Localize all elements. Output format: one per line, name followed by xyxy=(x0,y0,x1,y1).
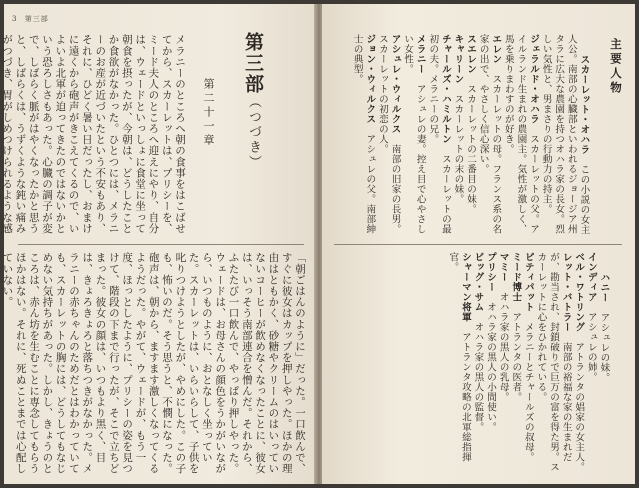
right-page xyxy=(322,4,635,484)
character-desc: アトランタの医者。 xyxy=(510,312,522,402)
character-name: プリシー xyxy=(485,252,497,292)
character-name: アシュレ・ウィルクス xyxy=(389,34,401,134)
character-entry xyxy=(586,252,597,382)
body-text-upper: メラニーのところへ朝の食事をはこばせてから、スカーレットは、プリシーを、ミード夫人のところへ迎えにやり、自分は、ウェードといっしょに食堂に坐って朝食を摂ったが、今朝は、どうしたことか食欲がなかった。ひとつには、メラニーのお産が近づいたという不安もあり、それに、ひどく暑い日だったし、おまけに遠くから砲声がきこえてくるので、いよいよ北軍が迫ってきたのではないかという恐ろしさもあった。心臓の調子が変で、しばらく脈がはやくなったかと思うと、しばらくは、うずくような鈍い痛みがつづき、胃がしめつけられるような感 xyxy=(1,34,186,234)
character-list-lower xyxy=(332,252,622,474)
character-name: インディア xyxy=(585,252,597,302)
character-entry xyxy=(503,34,539,234)
section-divider xyxy=(334,244,622,245)
character-name: ベル・ワトリング xyxy=(573,252,585,332)
character-entry xyxy=(598,273,609,383)
character-desc: アシュレの妻。控え目で心やさしい女性。 xyxy=(402,34,426,234)
body-text-lower: 「朝ごはんのように」だった。一口飲んで、すぐに彼女はカップを押しやった。ほかの理由はともかく、砂糖やクリームのはいっていないコーヒーが飲めなくなったことに、彼女は、いっそう南部連合を憎んだ。それから、ふたたび一口飲んで、やっぱり押しやった。ウェードは、お母さんの顔色をうかがいながら、いつものように、おとなしく坐っていた。スカーレットは、いらいらして、子供を叱りつけようとしたが、やめにした。この子も、怖いのだ。そう思うと、不憫になった。砲声は、朝から、ますます激しくなってくるようだった。やがて、ウェードが、もう一度、ほっとしたように、プリシーの姿を見つけて、階段の下まで行ったが、そこで立ちどまった。彼女の顔は、いつもより黒く、目は、きょろきょろと落ちつきがなかった。メラニーの赤ちゃんのためだとはわかっていても、スカーレットの胸には、どうしてもなじめない気持ちがあった。しかし、きょうのところは、赤ん坊を生むことに専念してもらうほかはない。それに、死ぬことまでは心配していない。 xyxy=(1,252,306,474)
character-desc: オハラ家の黒人の乳母。 xyxy=(497,292,509,402)
character-name: エレン xyxy=(490,34,502,64)
left-page xyxy=(1,4,316,484)
character-entry xyxy=(523,252,534,462)
page-number: 3 xyxy=(12,15,18,23)
character-entry xyxy=(377,34,401,234)
character-desc: 南部の旧家の長男。スカーレットの初恋の人。 xyxy=(376,34,401,234)
character-list-upper xyxy=(332,34,602,240)
character-desc: アシュレの姉。 xyxy=(585,312,597,382)
character-name: レット・バトラー xyxy=(560,252,572,332)
characters-heading: 主要人物 xyxy=(609,38,623,96)
character-entry xyxy=(535,252,571,472)
character-entry xyxy=(352,34,376,234)
character-desc: オハラ家の黒人の小間使い。 xyxy=(485,302,497,432)
character-entry xyxy=(510,252,521,402)
character-desc: アトランタ攻略の北軍総指揮官。 xyxy=(447,252,471,462)
running-head-title: 第三部 xyxy=(24,15,49,23)
character-entry xyxy=(427,34,451,234)
chapter-title: 第二十一章 xyxy=(202,78,215,148)
character-desc: スカーレットの父。アイルランド生まれの農園主。気性が激しく、馬を乗りまわすのが好き。 xyxy=(502,34,540,234)
part-title xyxy=(240,32,267,170)
character-desc: 南部の裕福な家の生まれだが、勘当され、封鎖破りで巨万の富を得た男。スカーレットに心をひかれている。 xyxy=(535,252,572,472)
character-desc: この小説の女主人公。南部の心臓部といわれるジョージア州タラに広大な農園を持つオハラ家の長女。烈しい気性と、男まさりの行動力の持主。 xyxy=(540,34,590,235)
character-desc: オハラ家の黒人の監督。 xyxy=(472,322,484,432)
character-name: メラニー xyxy=(414,34,426,74)
character-name: キャリーン xyxy=(452,34,464,84)
character-name: シャーマン将軍 xyxy=(459,252,471,322)
character-desc: メラニーとチャールズの叔母。 xyxy=(522,322,534,462)
section-divider xyxy=(18,244,304,245)
character-entry xyxy=(472,252,483,432)
character-desc: アシュレの妹。 xyxy=(598,312,610,383)
character-entry xyxy=(541,34,590,235)
character-name: スエレン xyxy=(465,34,477,74)
character-name: ミード博士 xyxy=(510,252,522,302)
character-entry xyxy=(465,34,476,214)
character-desc: アトランタの娼家の女主人。 xyxy=(573,342,585,472)
character-name: ハニー xyxy=(598,272,610,303)
character-entry xyxy=(447,252,471,462)
character-entry xyxy=(573,252,584,472)
character-entry xyxy=(485,252,496,432)
character-desc: アシュレの父。南部紳士の典型。 xyxy=(351,34,376,234)
running-head xyxy=(12,14,53,24)
character-name: マミー xyxy=(497,252,509,282)
character-entry xyxy=(478,34,502,234)
character-entry xyxy=(452,34,463,204)
character-name: ビッグ・サム xyxy=(472,252,484,312)
character-name: ジョン・ウィルクス xyxy=(364,34,376,124)
character-name: チャールズ・ハミルトン xyxy=(439,34,451,144)
character-name: ピティパット xyxy=(522,252,534,312)
character-entry xyxy=(498,252,509,402)
character-desc: スカーレットの母。フランス系の名家の出で、やさしく信心深い。 xyxy=(477,34,502,234)
character-desc: スカーレットの最初の夫。メラニーの兄。 xyxy=(427,34,451,234)
character-name: ジェラルド・オハラ xyxy=(528,34,540,124)
part-title-text: 第三部 xyxy=(242,32,264,95)
character-desc: スカーレットの二番目の妹。 xyxy=(465,84,477,214)
part-subtitle: （つづき） xyxy=(246,95,261,170)
character-entry xyxy=(402,34,426,234)
character-desc: スカーレットの末の妹。 xyxy=(452,94,464,204)
character-name: スカーレット・オハラ xyxy=(578,54,590,155)
